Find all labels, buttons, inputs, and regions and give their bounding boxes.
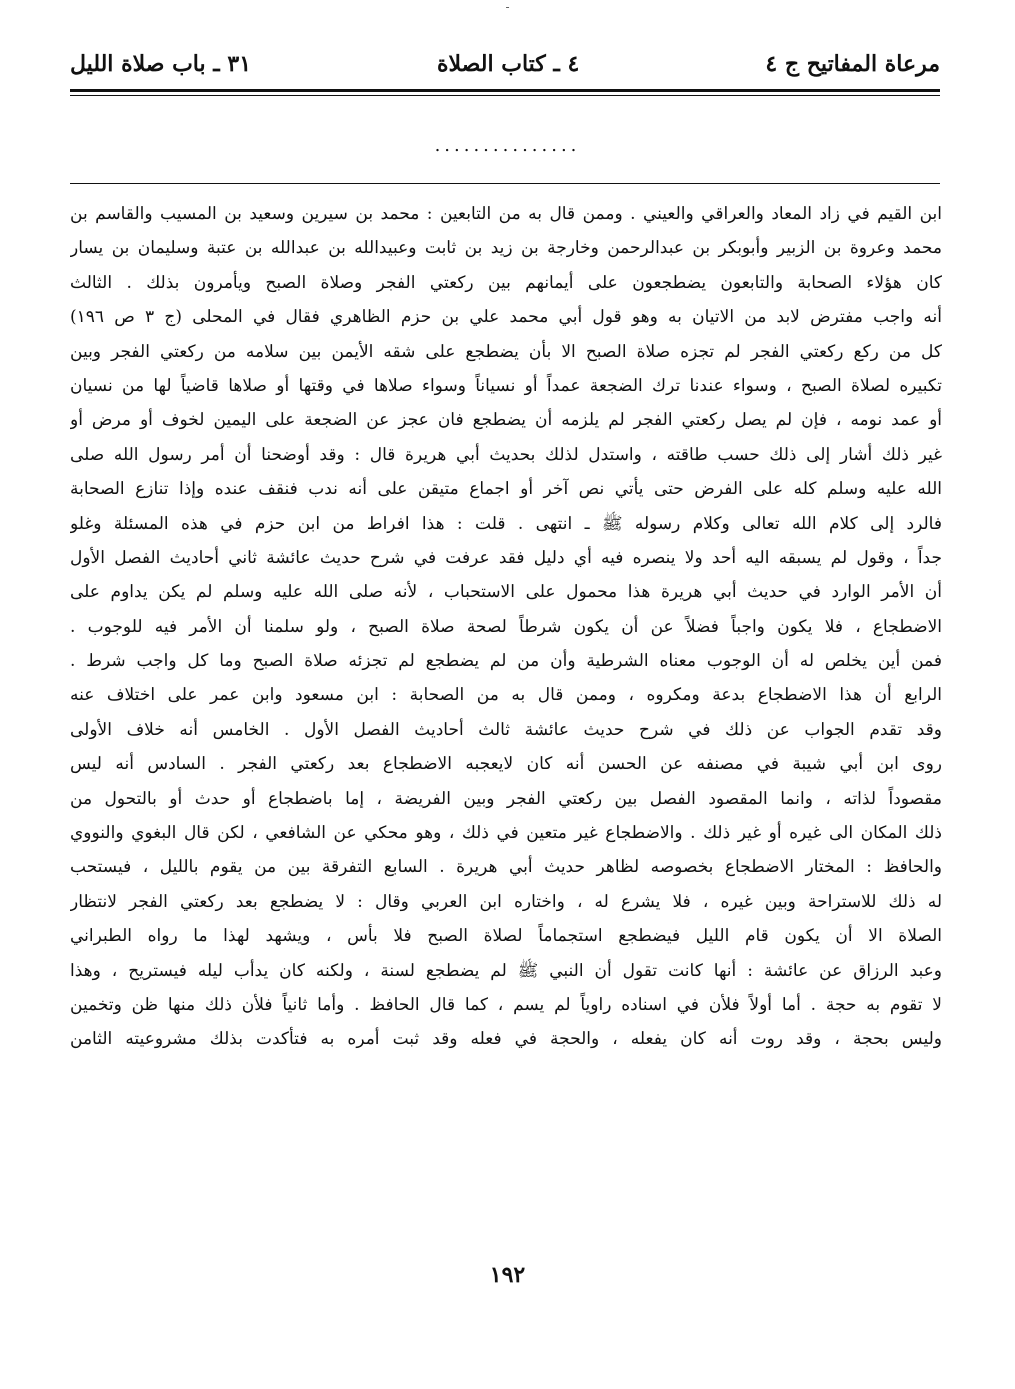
section-separator: ............... [434, 135, 581, 156]
running-header [70, 44, 940, 84]
text-line: روى ابن أبي شيبة في مصنفه عن الحسن أنه كان لايعجبه الاضطجاع بعد ركعتي الفجر . السادس أنه ليس [70, 754, 942, 775]
text-line: الصلاة الا أن يكون قام الليل فيضطجع استجماماً لصلاة الصبح فلا بأس ، ويشهد لهذا ما رواه الطبراني [70, 926, 942, 947]
text-line: له ذلك للاستراحة وبين غيره ، فلا يشرع له ، واختاره ابن العربي وقال : لا يضطجع بعد ركعتي الفجر لانتظار [70, 891, 942, 912]
header-book-title: مرعاة المفاتيح ج ٤ [765, 51, 940, 77]
text-line: كل من ركع ركعتي الفجر لم تجزه صلاة الصبح الا بأن يضطجع على شقه الأيمن بين سلامه من ركعتي الفجر وبين [70, 341, 942, 362]
text-line: غير ذلك أشار إلى ذلك حسب طاقته ، واستدل لذلك بحديث أبي هريرة قال : وقد أوضحنا أن أمر رسول الله صلى [70, 444, 942, 465]
header-rule-thick [70, 89, 940, 92]
top-mark: - [505, 0, 510, 14]
text-line: الاضطجاع ، فلا يكون واجباً فضلاً عن أن يكون شرطاً لصحة صلاة الصبح ، ولو سلمنا أن الأمر فيه للوجوب . [70, 616, 942, 637]
text-line: الله عليه وسلم كله على الفرض حتى يأتي نص آخر أو اجماع متيقن على أنه ندب فنقف عنده وإذا تنازع الصحابة [70, 479, 942, 500]
text-line: ذلك المكان الى غيره أو غير ذلك . والاضطجاع غير متعين في ذلك ، وهو محكي عن الشافعي ، لكن قال البغوي والنووي [70, 823, 942, 844]
header-chapter: ٤ ـ كتاب الصلاة [437, 51, 580, 77]
header-rule-thin [70, 95, 940, 96]
text-line: أنه واجب مفترض لابد من الاتيان به وهو قول أبي محمد علي بن حزم الظاهري فقال في المحلى (ج ٣ ص ١٩٦) [70, 307, 942, 328]
text-line: وليس بحجة ، وقد روت أنه كان يفعله ، والحجة في فعله وقد ثبت أمره به فتأكدت بذلك مشروعيته الثامن [70, 1029, 942, 1050]
text-line: وقد تقدم الجواب عن ذلك في شرح حديث عائشة ثالث أحاديث الفصل الأول . الخامس أنه خلاف الأولى [70, 719, 942, 740]
body-text [70, 197, 942, 1057]
text-top-rule [70, 183, 940, 184]
text-line: أن الأمر الوارد في حديث أبي هريرة هذا محمول على الاستحباب ، لأنه صلى الله عليه وسلم لم يكن يداوم على [70, 582, 942, 603]
text-line: جداً ، وقول لم يسبقه اليه أحد ولا ينصره فيه أي دليل فقد عرفت في شرح حديث عائشة ثاني أحاديث الفصل الأول [70, 547, 942, 568]
text-line: وعبد الرزاق عن عائشة : أنها كانت تقول أن النبي ﷺ لم يضطجع لسنة ، ولكنه كان يدأب ليله فيستريح ، وهذا [70, 960, 942, 981]
text-line: أو عمد نومه ، فإن لم يصل ركعتي الفجر لم يلزمه أن يضطجع فان عجز عن الضجعة على اليمين لخوف أو مرض أو [70, 410, 942, 431]
text-line: فالرد إلى كلام الله تعالى وكلام رسوله ﷺ ـ انتهى . قلت : هذا افراط من ابن حزم في هذه المسئلة وغلو [70, 513, 942, 534]
text-line: لا تقوم به حجة . أما أولاً فلأن في اسناده راوياً لم يسم ، كما قال الحافظ . وأما ثانياً فلأن ذلك منها ظن وتخمين [70, 994, 942, 1015]
text-line: فمن أين يخلص له أن الوجوب معناه الشرطية وأن من لم يضطجع لم تجزئه صلاة الصبح وما كل واجب شرط . [70, 651, 942, 672]
text-line: محمد وعروة بن الزبير وأبوبكر بن عبدالرحمن وخارجة بن زيد بن ثابت وعبيدالله بن عبدالله بن عتبة وسليمان بن يسار [70, 238, 942, 259]
page-number: ١٩٢ [489, 1262, 526, 1288]
text-line: ابن القيم في زاد المعاد والعراقي والعيني . وممن قال به من التابعين : محمد بن سيرين وسعيد بن المسيب والقاسم بن [70, 204, 942, 224]
text-line: الرابع أن هذا الاضطجاع بدعة ومكروه ، وممن قال به من الصحابة : ابن مسعود وابن عمر على اختلاف عنه [70, 685, 942, 706]
header-section: ٣١ ـ باب صلاة الليل [70, 51, 252, 77]
text-line: مقصوداً لذاته ، وانما المقصود الفصل بين ركعتي الفجر وبين الفريضة ، إما باضطجاع أو حدث أو بالتحول من [70, 788, 942, 809]
text-line: والحافظ : المختار الاضطجاع بخصوصه لظاهر حديث أبي هريرة . السابع التفرقة بين من يقوم بالليل ، فيستحب [70, 857, 942, 878]
text-line: كان هؤلاء الصحابة والتابعون يضطجعون على أيمانهم بين ركعتي الفجر وصلاة الصبح ويأمرون بذلك . الثالث [70, 272, 942, 293]
text-line: تكبيره لصلاة الصبح ، وسواء عندنا ترك الضجعة عمداً أو نسياناً وسواء صلاها في وقتها أو صلاها قاضياً لها من نسيان [70, 375, 942, 396]
